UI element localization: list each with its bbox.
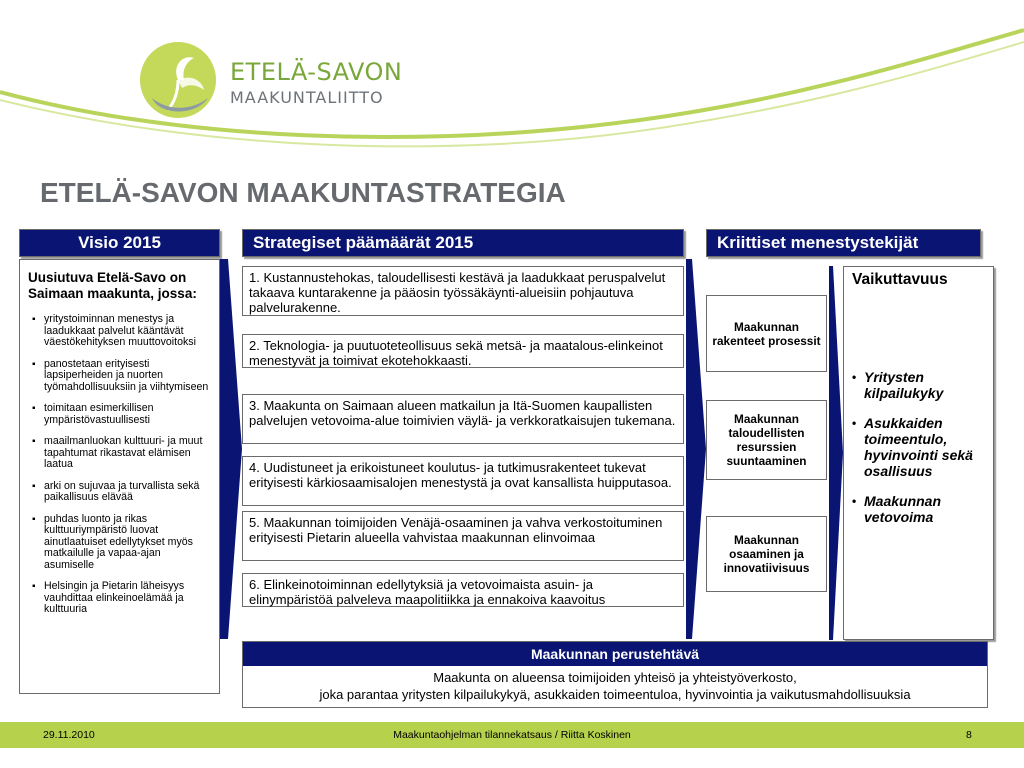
bullet-icon: • — [852, 370, 857, 384]
impact-item-text: Yritysten kilpailukyky — [864, 369, 944, 401]
visio-item-text: puhdas luonto ja rikas kulttuuriympäristö luovat ainutlaatuiset edellytykset myös matkailulle ja vapaa-ajan asumiselle — [44, 512, 193, 571]
footer-caption: Maakuntaohjelman tilannekatsaus / Riitta Koskinen — [393, 729, 631, 741]
critical-factor: Maakunnan rakenteet prosessit — [706, 295, 827, 372]
visio-item — [28, 481, 213, 504]
strategy-goal: 4. Uudistuneet ja erikoistuneet koulutus- ja tutkimusrakenteet tukevat erityisesti kärkiosaamisalojen menestystä ja ovat kansallista huipputasoa. — [242, 456, 684, 506]
critical-factor: Maakunnan osaaminen ja innovatiivisuus — [706, 516, 827, 592]
critical-header-label: Kriittiset menestystekijät — [717, 233, 919, 252]
bullet-icon: ▪ — [32, 581, 36, 592]
basic-task-line: joka parantaa yritysten kilpailukykyä, asukkaiden toimeentuloa, hyvinvointia ja vaikutusmahdollisuuksia — [319, 687, 911, 702]
strategy-header-label: Strategiset päämäärät 2015 — [253, 233, 474, 252]
visio-item — [28, 314, 213, 349]
bullet-icon: ▪ — [32, 358, 36, 370]
visio-item-text: maailmanluokan kulttuuri- ja muut tapahtumat rikastavat elämisen laatua — [44, 435, 203, 470]
impact-item-text: Maakunnan vetovoima — [864, 493, 942, 525]
brand-leaf-icon — [138, 40, 218, 120]
visio-lead: Uusiutuva Etelä-Savo on Saimaan maakunta, jossa: — [28, 270, 197, 301]
bullet-icon: ▪ — [32, 480, 36, 492]
basic-task-line: Maakunta on alueensa toimijoiden yhteisö ja yhteistyöverkosto, — [433, 670, 797, 685]
bullet-icon: ▪ — [32, 513, 36, 525]
strategy-goal: 2. Teknologia- ja puutuoteteollisuus sekä metsä- ja maatalous-elinkeinot menestyvät ja toimivat ekotehokkaasti. — [242, 334, 684, 368]
impact-panel — [843, 266, 994, 640]
basic-task-panel — [242, 641, 988, 708]
visio-panel — [19, 259, 220, 694]
page-title: ETELÄ-SAVON MAAKUNTASTRATEGIA — [40, 177, 566, 208]
visio-item-text: Helsingin ja Pietarin läheisyys vauhdittaa elinkeinoelämää ja kulttuuria — [44, 580, 185, 615]
brand-name: ETELÄ-SAVON — [230, 58, 403, 86]
visio-item-text: yritystoiminnan menestys ja laadukkaat palvelut kääntävät väestökehityksen muuttovoitoksi — [44, 313, 196, 348]
visio-item — [28, 359, 213, 394]
critical-factor: Maakunnan taloudellisten resurssien suuntaaminen — [706, 400, 827, 480]
bullet-icon: • — [852, 416, 857, 430]
impact-item-text: Asukkaiden toimeentulo, hyvinvointi sekä osallisuus — [864, 415, 973, 479]
footer-date: 29.11.2010 — [43, 729, 95, 741]
impact-item — [852, 493, 985, 525]
bullet-icon: • — [852, 494, 857, 508]
brand-subname: MAAKUNTALIITTO — [230, 88, 384, 107]
page-number: 8 — [966, 729, 972, 741]
impact-item — [852, 415, 985, 479]
bullet-icon: ▪ — [32, 436, 36, 447]
strategy-header — [242, 229, 684, 257]
critical-header — [706, 229, 981, 257]
bullet-icon: ▪ — [32, 314, 36, 325]
bullet-icon: ▪ — [32, 403, 36, 414]
strategy-goal: 3. Maakunta on Saimaan alueen matkailun ja Itä-Suomen kaupallisten palvelujen vetovoima-alue toimivien väylä- ja verkkoratkaisujen tukemana. — [242, 394, 684, 444]
flow-arrow-icon — [829, 266, 843, 640]
visio-item-text: panostetaan erityisesti lapsiperheiden ja nuorten työmahdollisuuksiin ja viihtymiseen — [44, 357, 209, 393]
strategy-goal: 5. Maakunnan toimijoiden Venäjä-osaaminen ja vahva verkostoituminen erityisesti Pietarin alueella vahvistaa maakunnan elinvoimaa — [242, 511, 684, 561]
visio-item — [28, 514, 213, 572]
visio-item — [28, 581, 213, 616]
impact-list — [852, 369, 985, 525]
slide-footer — [0, 722, 1024, 748]
visio-header-label: Visio 2015 — [78, 233, 161, 252]
brand-logo — [138, 40, 418, 130]
visio-list — [28, 314, 213, 616]
impact-item — [852, 369, 985, 401]
visio-item — [28, 403, 213, 426]
flow-arrow-icon — [220, 259, 242, 639]
flow-arrow-icon — [686, 259, 706, 639]
visio-item — [28, 436, 213, 471]
basic-task-text — [243, 666, 987, 703]
visio-item-text: toimitaan esimerkillisen ympäristövastuullisesti — [44, 402, 154, 426]
visio-header — [19, 229, 220, 257]
visio-item-text: arki on sujuvaa ja turvallista sekä paikallisuus elävää — [44, 479, 200, 503]
strategy-goal: 1. Kustannustehokas, taloudellisesti kestävä ja laadukkaat peruspalvelut takaava kuntarakenne ja pääosin työssäkäynti-alueisiin pohjautuva palvelurakenne. — [242, 266, 684, 316]
impact-title: Vaikuttavuus — [852, 271, 948, 288]
strategy-goal: 6. Elinkeinotoiminnan edellytyksiä ja vetovoimaista asuin- ja elinympäristöä palveleva maapolitiikka ja ennakoiva kaavoitus — [242, 573, 684, 607]
basic-task-header: Maakunnan perustehtävä — [243, 642, 987, 666]
